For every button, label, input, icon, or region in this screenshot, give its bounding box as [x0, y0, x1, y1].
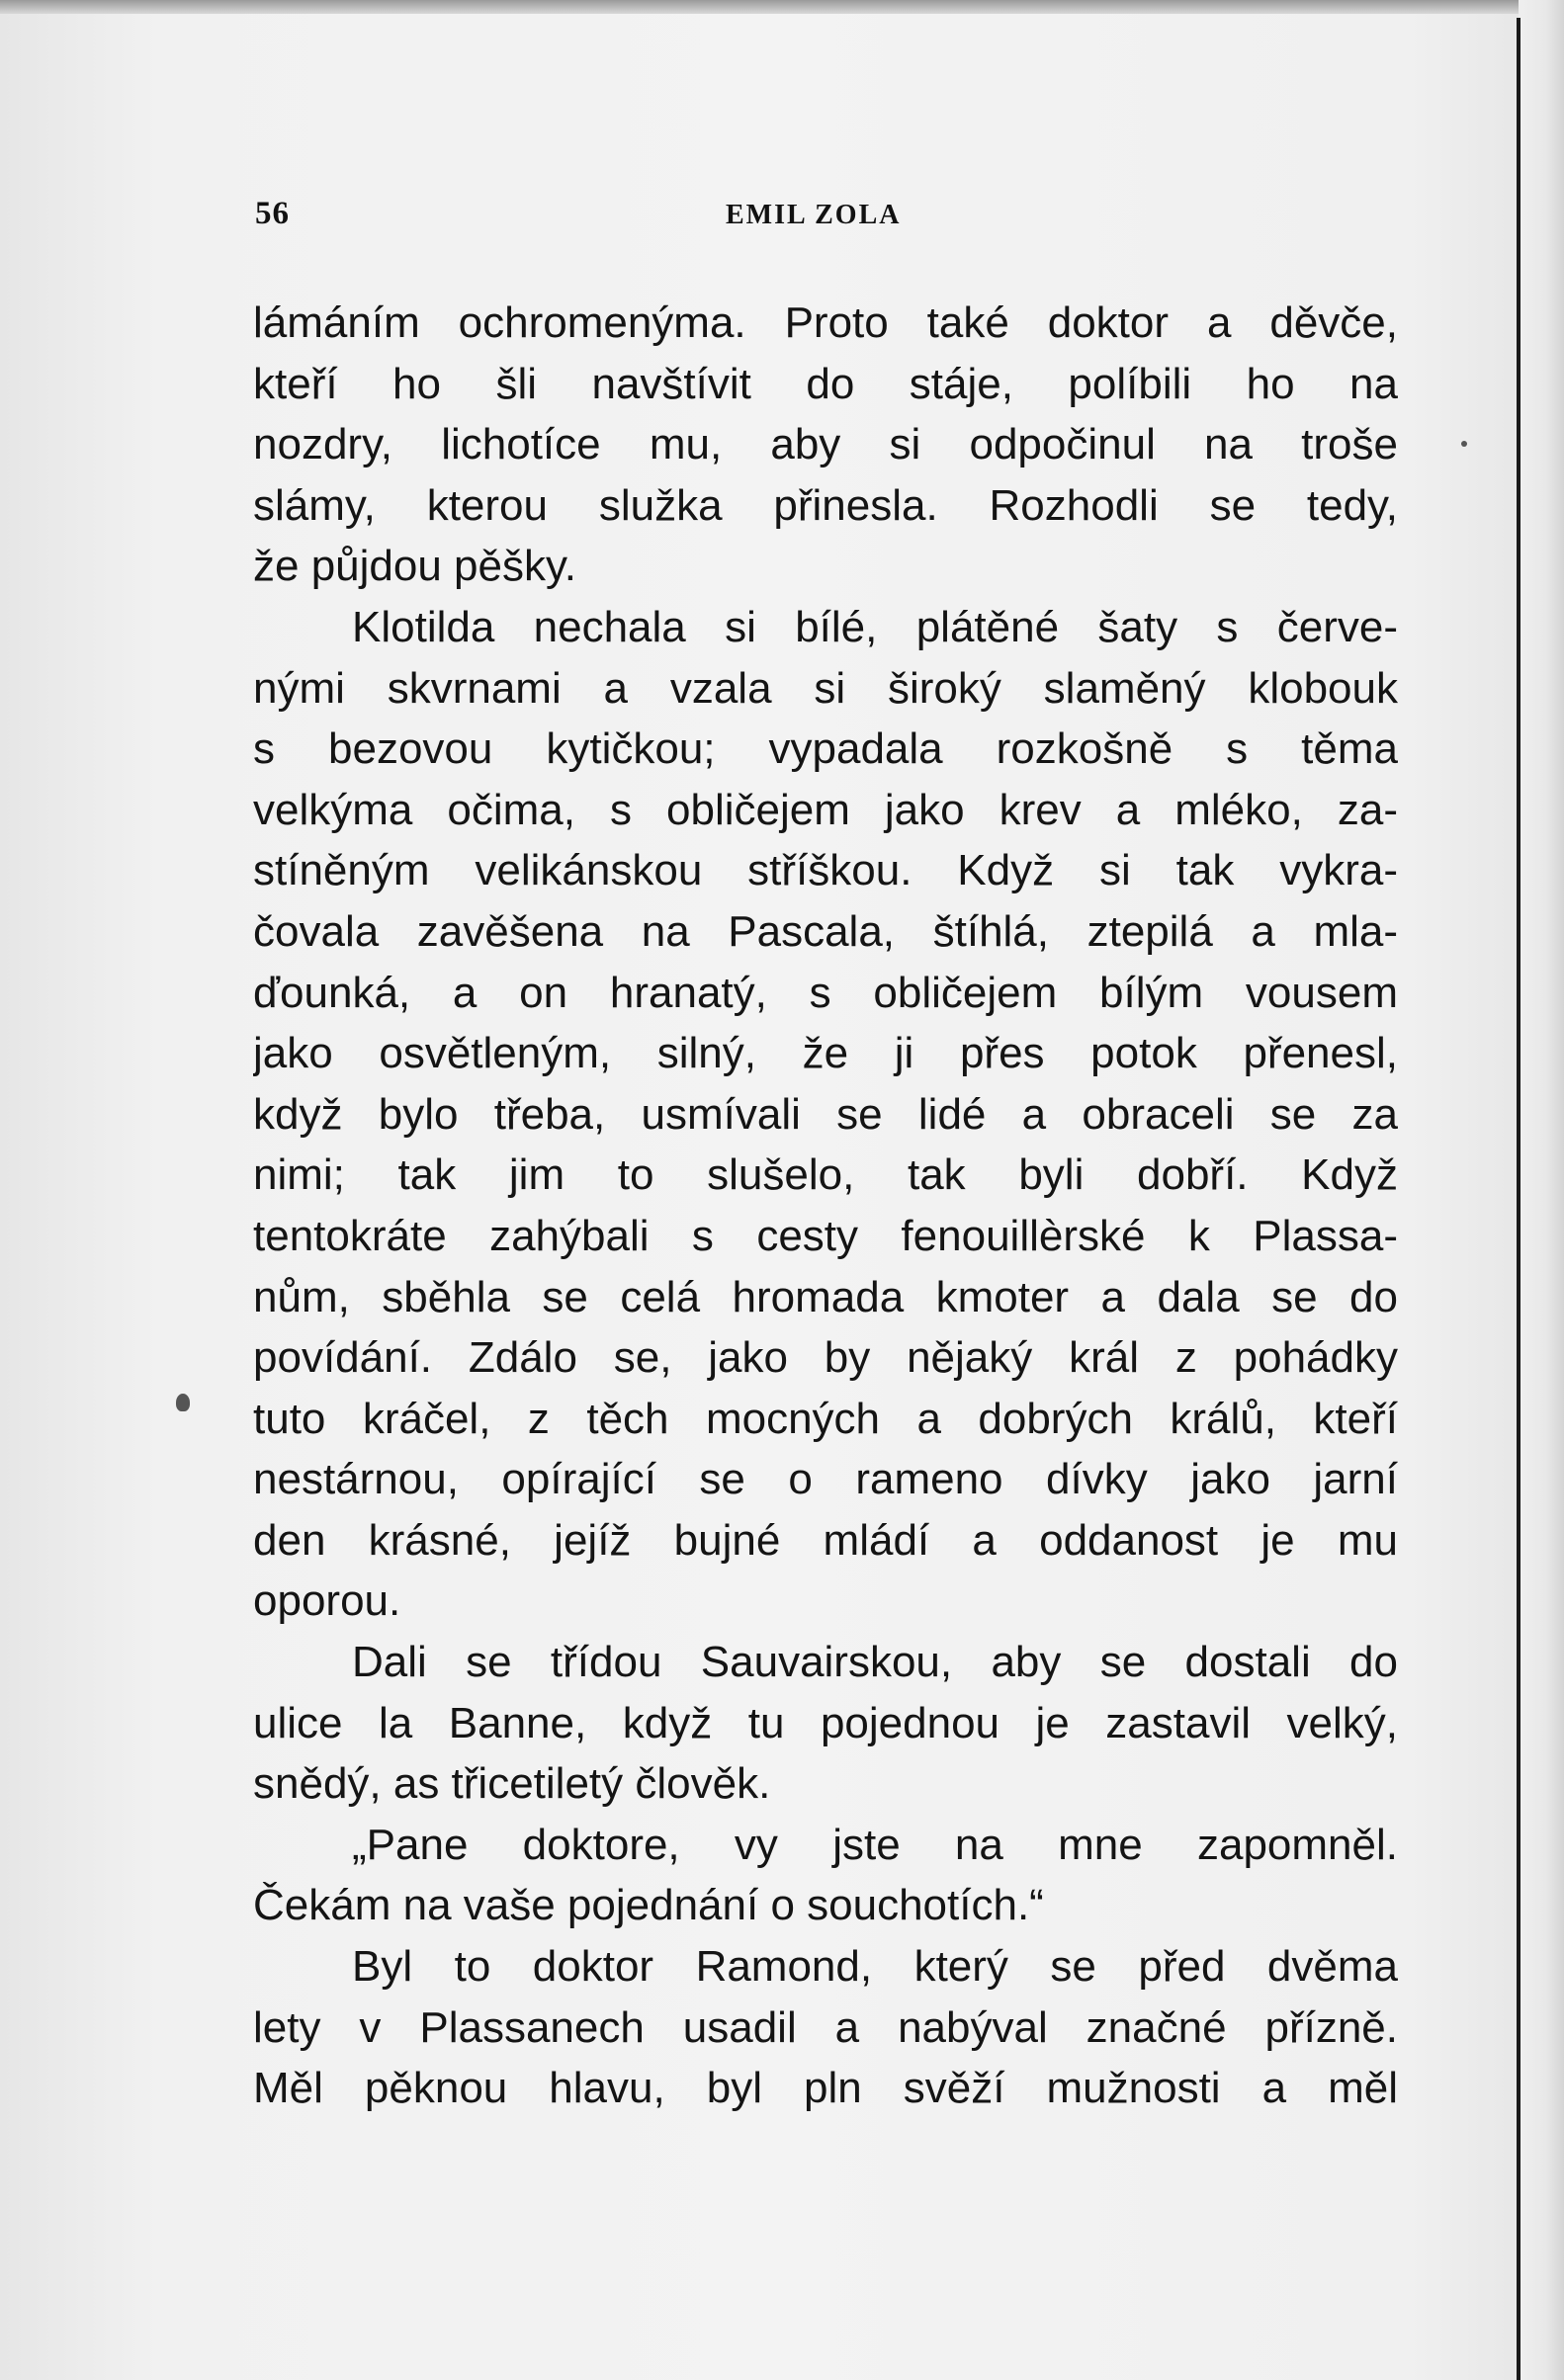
text-line: povídání. Zdálo se, jako by nějaký král z pohádky — [253, 1333, 1398, 1383]
running-title: EMIL ZOLA — [726, 200, 902, 230]
text-line: „Pane doktore, vy jste na mne zapomněl. — [352, 1820, 1398, 1869]
body-text — [253, 293, 1398, 2119]
text-line: Měl pěknou hlavu, byl pln svěží mužnosti a měl — [253, 2064, 1398, 2113]
text-line: lámáním ochromenýma. Proto také doktor a děvče, — [253, 298, 1398, 347]
text-line: tentokráte zahýbali s cesty fenouillèrské k Plassa- — [253, 1211, 1398, 1260]
text-line: den krásné, jejíž bujné mládí a oddanost je mu — [253, 1515, 1398, 1565]
text-line: velkýma očima, s obličejem jako krev a mléko, za- — [253, 785, 1398, 834]
page-header — [255, 196, 1402, 239]
text-line: stíněným velikánskou stříškou. Když si tak vykra- — [253, 846, 1398, 895]
text-line: oporou. — [253, 1576, 401, 1626]
page-top-edge — [0, 0, 1564, 14]
margin-ink-mark — [176, 1394, 190, 1411]
text-line: Klotilda nechala si bílé, plátěné šaty s červe- — [352, 602, 1398, 651]
ink-speck — [1461, 441, 1467, 447]
text-line: když bylo třeba, usmívali se lidé a obraceli se za — [253, 1089, 1398, 1139]
text-line: ďounká, a on hranatý, s obličejem bílým vousem — [253, 968, 1398, 1017]
text-line: jako osvětleným, silný, že ji přes potok přenesl, — [253, 1029, 1398, 1078]
text-line: Dali se třídou Sauvairskou, aby se dostali do — [352, 1638, 1398, 1687]
text-line: kteří ho šli navštívit do stáje, políbili ho na — [253, 359, 1398, 408]
text-line: tuto kráčel, z těch mocných a dobrých králů, kteří — [253, 1394, 1398, 1443]
text-line: ulice la Banne, když tu pojednou je zastavil velký, — [253, 1698, 1398, 1747]
text-line: nozdry, lichotíce mu, aby si odpočinul na troše — [253, 420, 1398, 469]
text-line: nestárnou, opírající se o rameno dívky jako jarní — [253, 1455, 1398, 1504]
text-line: nimi; tak jim to slušelo, tak byli dobří. Když — [253, 1150, 1398, 1200]
text-line: nům, sběhla se celá hromada kmoter a dala se do — [253, 1272, 1398, 1321]
text-line: Čekám na vaše pojednání o souchotích.“ — [253, 1881, 1044, 1930]
text-line: s bezovou kytičkou; vypadala rozkošně s těma — [253, 724, 1398, 774]
text-line: že půjdou pěšky. — [253, 542, 576, 591]
spine-shadow-line — [1517, 18, 1521, 2380]
text-line: slámy, kterou služka přinesla. Rozhodli se tedy, — [253, 480, 1398, 530]
page-number: 56 — [255, 196, 290, 231]
text-line: snědý, as třicetiletý člověk. — [253, 1759, 771, 1809]
text-line: lety v Plassanech usadil a nabýval značné přízně. — [253, 2002, 1398, 2052]
text-line: Byl to doktor Ramond, který se před dvěma — [352, 1942, 1398, 1992]
text-line: čovala zavěšena na Pascala, štíhlá, ztepilá a mla- — [253, 906, 1398, 956]
text-line: nými skvrnami a vzala si široký slaměný klobouk — [253, 663, 1398, 713]
page-right-edge — [1519, 0, 1564, 2380]
